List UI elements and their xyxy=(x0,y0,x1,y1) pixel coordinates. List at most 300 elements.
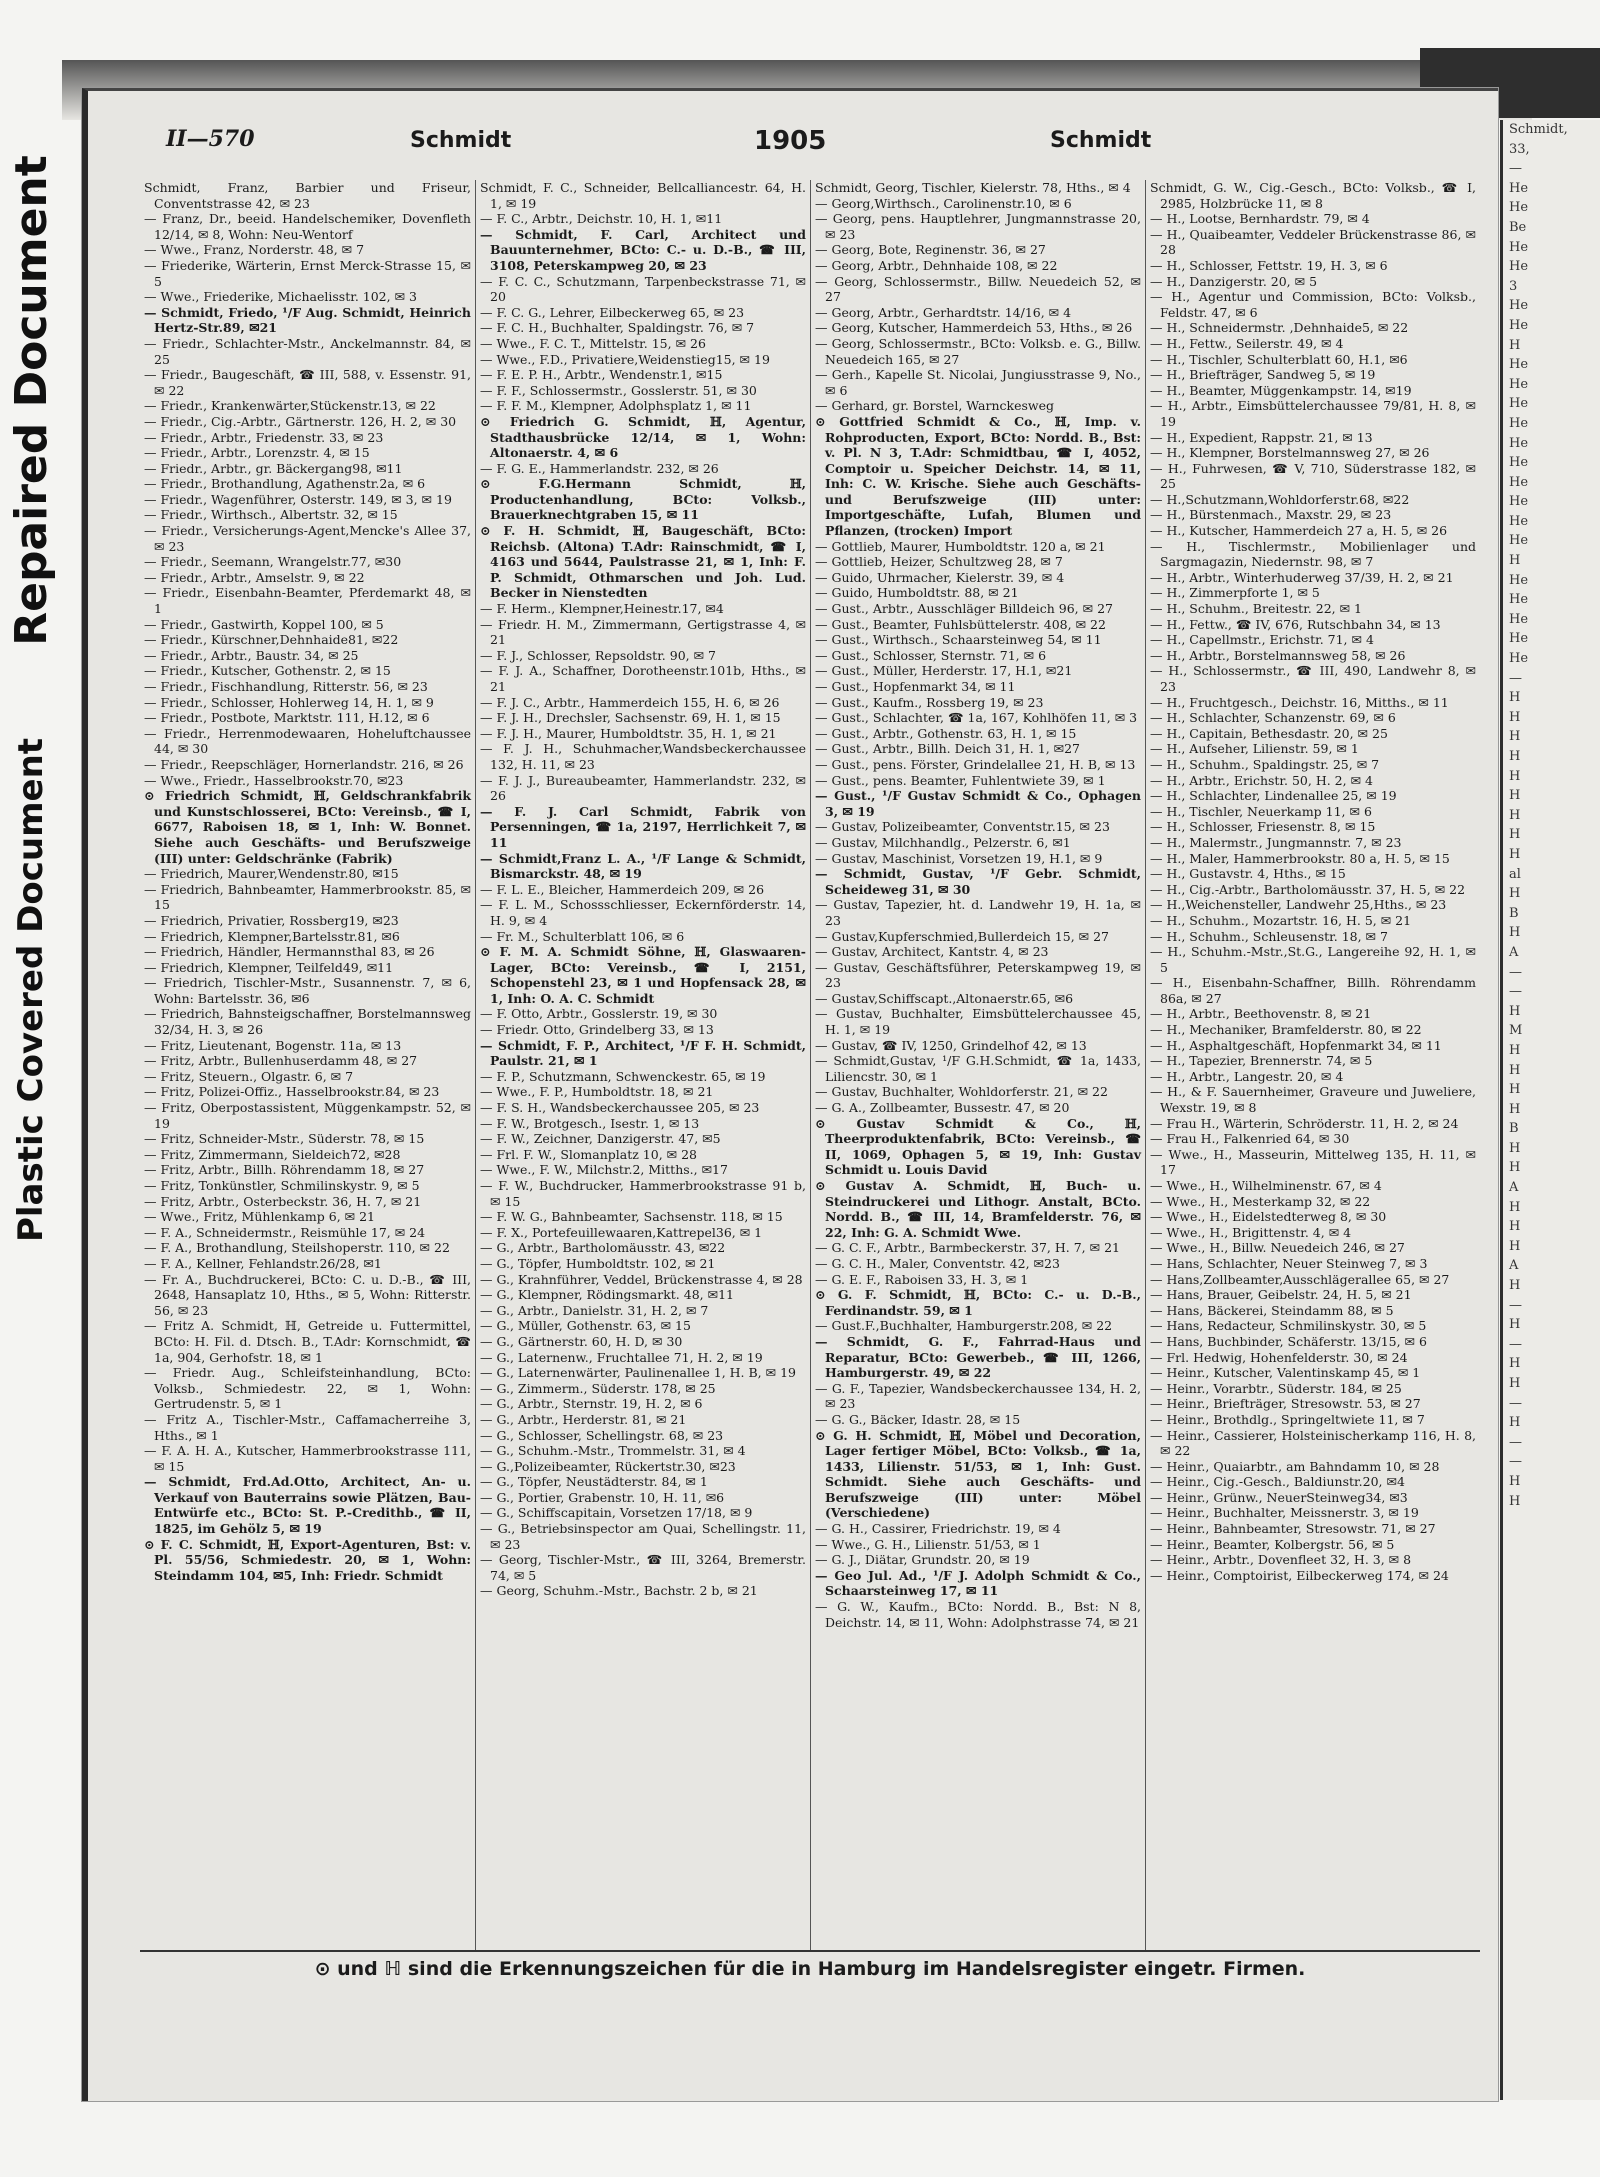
directory-entry: — G. A., Zollbeamter, Bussestr. 47, ✉ 20 xyxy=(815,1100,1070,1116)
directory-entry: Schmidt, G. W., Cig.-Gesch., BCto: Volksb., ☎ I, 2985, Holzbrücke 11, ✉ 8 xyxy=(1150,180,1476,211)
directory-entry: — Heinr., Briefträger, Stresowstr. 53, ✉ 27 xyxy=(1150,1396,1421,1412)
directory-entry: — H., Gustavstr. 4, Hths., ✉ 15 xyxy=(1150,866,1346,882)
directory-entry: — Friedr., Schlachter-Mstr., Anckelmannstr. 84, ✉ 25 xyxy=(144,335,471,367)
directory-entry: — H., Klempner, Borstelmannsweg 27, ✉ 26 xyxy=(1150,445,1430,461)
directory-entry: — H., Schlosser, Friesenstr. 8, ✉ 15 xyxy=(1150,819,1376,835)
header-year: 1905 xyxy=(754,126,827,156)
directory-entry: — Fritz A. Schmidt, ℍ, Getreide u. Futtermittel, BCto: H. Fil. d. Dtsch. B., T.Adr: Kornschmidt, ☎ 1a, 904, Gerhofstr. 18, ✉ 1 xyxy=(144,1318,471,1365)
directory-entry: — Friedr. Aug., Schleifsteinhandlung, BCto: Volksb., Schmiedestr. 22, ✉ 1, Wohn: Gertrudenstr. 5, ✉ 1 xyxy=(144,1365,471,1412)
directory-entry: — F. L. M., Schossschliesser, Eckernförderstr. 14, H. 9, ✉ 4 xyxy=(480,897,806,928)
directory-entry: — H., Schuhm., Schleusenstr. 18, ✉ 7 xyxy=(1150,928,1388,944)
directory-entry: — Gust.F.,Buchhalter, Hamburgerstr.208, ✉ 22 xyxy=(815,1318,1113,1334)
directory-entry: — Friedr., Fischhandlung, Ritterstr. 56, ✉ 23 xyxy=(144,679,428,694)
directory-entry: ⊙ F. M. A. Schmidt Söhne, ℍ, Glaswaaren-Lager, BCto: Vereinsb., ☎ I, 2151, Schopenstehl 23, ✉ 1 und Hopfensack 28, ✉ 1, Inh: O. A. C. Schmidt xyxy=(480,944,806,1006)
adjacent-page-fragment: — xyxy=(1509,984,1522,1000)
directory-entry: — G., Krahnführer, Veddel, Brückenstrasse 4, ✉ 28 xyxy=(480,1271,803,1287)
directory-entry: — Wwe., H., Billw. Neuedeich 246, ✉ 27 xyxy=(1150,1240,1405,1256)
directory-entry: — H., Capitain, Bethesdastr. 20, ✉ 25 xyxy=(1150,725,1388,741)
adjacent-page-fragment: H xyxy=(1509,1082,1521,1098)
directory-entry: — G., Laternenw., Fruchtallee 71, H. 2, ✉ 19 xyxy=(480,1349,763,1365)
directory-entry: — F. J. H., Schuhmacher,Wandsbeckerchaussee 132, H. 11, ✉ 23 xyxy=(480,741,806,772)
directory-entry: — Gust., Schlosser, Sternstr. 71, ✉ 6 xyxy=(815,647,1047,663)
directory-entry: — Hans, Buchbinder, Schäferstr. 13/15, ✉ 6 xyxy=(1150,1333,1427,1349)
adjacent-page-fragment: H xyxy=(1509,1003,1521,1019)
directory-entry: — F. Herm., Klempner,Heinestr.17, ✉4 xyxy=(480,601,724,617)
adjacent-page-fragment: H xyxy=(1509,827,1521,843)
adjacent-page-fragment: He xyxy=(1509,415,1529,431)
adjacent-page-fragment: He xyxy=(1509,651,1529,667)
directory-entry: — H., Arbtr., Erichstr. 50, H. 2, ✉ 4 xyxy=(1150,772,1373,788)
directory-entry: — F. J. J., Bureaubeamter, Hammerlandstr. 232, ✉ 26 xyxy=(480,772,806,804)
directory-entry: — H., Eisenbahn-Schaffner, Billh. Röhrendamm 86a, ✉ 27 xyxy=(1150,975,1476,1006)
adjacent-page-fragment: He xyxy=(1509,317,1529,333)
directory-entry: — F. F. M., Klempner, Adolphsplatz 1, ✉ 11 xyxy=(480,398,752,414)
directory-entry: — H., Arbtr., Langestr. 20, ✉ 4 xyxy=(1150,1068,1344,1084)
adjacent-page-fragment: H xyxy=(1509,1101,1521,1117)
adjacent-page-fragment: He xyxy=(1509,631,1529,647)
directory-entry: — Frau H., Wärterin, Schröderstr. 11, H. 2, ✉ 24 xyxy=(1150,1115,1459,1131)
directory-entry: — Gustav, Buchhalter, Eimsbüttelerchaussee 45, H. 1, ✉ 19 xyxy=(815,1006,1141,1038)
directory-entry: — Fritz, Schneider-Mstr., Süderstr. 78, ✉ 15 xyxy=(144,1131,425,1147)
directory-entry: — Hans, Brauer, Geibelstr. 24, H. 5, ✉ 21 xyxy=(1150,1287,1412,1303)
directory-entry: — Georg, Arbtr., Gerhardtstr. 14/16, ✉ 4 xyxy=(815,304,1072,320)
directory-entry: — Georg,Wirthsch., Carolinenstr.10, ✉ 6 xyxy=(815,195,1072,211)
adjacent-page-fragment: B xyxy=(1509,905,1519,921)
directory-entry: — F. W., Zeichner, Danzigerstr. 47, ✉5 xyxy=(480,1131,721,1147)
directory-entry: — G., Schiffscapitain, Vorsetzen 17/18, ✉ 9 xyxy=(480,1505,753,1521)
directory-entry: — F. E. P. H., Arbtr., Wendenstr.1, ✉15 xyxy=(480,367,723,383)
directory-entry: — Schmidt, Gustav, ¹/F Gebr. Schmidt, Scheideweg 31, ✉ 30 xyxy=(815,866,1141,897)
directory-entry: — G. C. F., Arbtr., Barmbeckerstr. 37, H. 7, ✉ 21 xyxy=(815,1240,1120,1256)
adjacent-page-fragment: He xyxy=(1509,200,1529,216)
adjacent-page-fragment: H xyxy=(1509,1062,1521,1078)
directory-entry: — H., Quaibeamter, Veddeler Brückenstrasse 86, ✉ 28 xyxy=(1150,226,1476,258)
directory-entry: — Fr. A., Buchdruckerei, BCto: C. u. D.-B., ☎ III, 2648, Hansaplatz 10, Hths., ✉ 5, Wohn: Ritterstr. 56, ✉ 23 xyxy=(144,1271,471,1318)
directory-entry: — H., Arbtr., Eimsbüttelerchaussee 79/81, H. 8, ✉ 19 xyxy=(1150,398,1476,429)
directory-entry: — Fritz, Arbtr., Osterbeckstr. 36, H. 7, ✉ 21 xyxy=(144,1193,422,1209)
directory-entry: — Friedr. Otto, Grindelberg 33, ✉ 13 xyxy=(480,1022,714,1038)
adjacent-page-fragment: H xyxy=(1509,1160,1521,1176)
directory-entry: — Wwe., H., Masseurin, Mittelweg 135, H. 11, ✉ 17 xyxy=(1150,1146,1476,1178)
directory-entry: — Friedr., Seemann, Wrangelstr.77, ✉30 xyxy=(144,554,402,570)
adjacent-page-fragment: H xyxy=(1509,709,1521,725)
directory-entry: — Friedrich, Maurer,Wendenstr.80, ✉15 xyxy=(144,866,399,882)
directory-entry: — Hans, Redacteur, Schmilinskystr. 30, ✉ 5 xyxy=(1150,1318,1427,1334)
directory-entry: — H., Arbtr., Beethovenstr. 8, ✉ 21 xyxy=(1150,1006,1372,1022)
adjacent-page-fragment: H xyxy=(1509,807,1521,823)
directory-entry: — Friedr., Kürschner,Dehnhaide81, ✉22 xyxy=(144,632,399,648)
directory-entry: — Schmidt, Friedo, ¹/F Aug. Schmidt, Heinrich Hertz-Str.89, ✉21 xyxy=(144,304,471,336)
adjacent-page-fragment: He xyxy=(1509,572,1529,588)
directory-entry: — F. A. H. A., Kutscher, Hammerbrookstrasse 111, ✉ 15 xyxy=(144,1443,471,1474)
directory-entry: — H., Schneidermstr. ,Dehnhaide5, ✉ 22 xyxy=(1150,320,1409,336)
column-2 xyxy=(475,180,810,1950)
directory-entry: — Geo Jul. Ad., ¹/F J. Adolph Schmidt & Co., Schaarsteinweg 17, ✉ 11 xyxy=(815,1567,1141,1599)
directory-entry: — Heinr., Brothdlg., Springeltwiete 11, ✉ 7 xyxy=(1150,1411,1425,1427)
directory-entry: — Gerhard, gr. Borstel, Warnckesweg xyxy=(815,398,1055,414)
directory-entry: — Fritz A., Tischler-Mstr., Caffamacherreihe 3, Hths., ✉ 1 xyxy=(144,1411,471,1443)
column-3 xyxy=(810,180,1145,1950)
directory-entry: — Frau H., Falkenried 64, ✉ 30 xyxy=(1150,1131,1350,1147)
directory-entry: — Gust., Beamter, Fuhlsbüttelerstr. 408, ✉ 22 xyxy=(815,616,1106,632)
directory-entry: — Friedr., Herrenmodewaaren, Hoheluftchaussee 44, ✉ 30 xyxy=(144,725,471,757)
directory-entry: — Gust., Müller, Herderstr. 17, H.1, ✉21 xyxy=(815,663,1073,679)
adjacent-page-fragment: — xyxy=(1509,1336,1522,1352)
directory-entry: — H., Fettw., ☎ IV, 676, Rutschbahn 34, ✉ 13 xyxy=(1150,616,1441,632)
directory-entry: — Georg, Kutscher, Hammerdeich 53, Hths., ✉ 26 xyxy=(815,320,1133,336)
directory-entry: — G., Portier, Grabenstr. 10, H. 11, ✉6 xyxy=(480,1489,725,1505)
directory-entry: — Gustav,Kupferschmied,Bullerdeich 15, ✉ 27 xyxy=(815,928,1109,944)
repaired-document-label xyxy=(0,120,62,680)
adjacent-page-fragment: H xyxy=(1509,749,1521,764)
directory-entry: — Gust., Arbtr., Ausschläger Billdeich 96, ✉ 27 xyxy=(815,601,1113,617)
adjacent-page-fragment: H xyxy=(1509,886,1521,902)
adjacent-page-fragment: H xyxy=(1509,729,1521,745)
directory-entry: — F. W., Buchdrucker, Hammerbrookstrasse 91 b, ✉ 15 xyxy=(480,1178,806,1209)
directory-entry: — Heinr., Grünw., NeuerSteinweg34, ✉3 xyxy=(1150,1489,1408,1505)
directory-entry: — Hans,Zollbeamter,Ausschlägerallee 65, ✉ 27 xyxy=(1150,1271,1450,1287)
directory-entry: — H., Arbtr., Winterhuderweg 37/39, H. 2, ✉ 21 xyxy=(1150,569,1454,585)
directory-entry: — Friedr., Krankenwärter,Stückenstr.13, ✉ 22 xyxy=(144,398,436,414)
directory-entry: — H., Tapezier, Brennerstr. 74, ✉ 5 xyxy=(1150,1053,1373,1069)
adjacent-page-fragment: H xyxy=(1509,553,1521,569)
directory-entry: — H., Schuhm., Breitestr. 22, ✉ 1 xyxy=(1150,601,1362,617)
directory-entry: — F. J. C., Arbtr., Hammerdeich 155, H. 6, ✉ 26 xyxy=(480,694,780,710)
directory-entry: — H., Lootse, Bernhardstr. 79, ✉ 4 xyxy=(1150,211,1370,227)
adjacent-page-fragment: H xyxy=(1509,1140,1521,1156)
directory-columns xyxy=(140,180,1480,1950)
directory-entry: — Friedrich, Händler, Hermannsthal 83, ✉ 26 xyxy=(144,944,435,960)
directory-entry: ⊙ Friedrich Schmidt, ℍ, Geldschrankfabrik und Kunstschlosserei, BCto: Vereinsb., ☎ I, 6677, Raboisen 18, ✉ 1, Inh: W. Bonnet. Siehe auch Geschäfts- und Berufszweige (III) unter: Geldschränke (Fabrik) xyxy=(144,788,471,866)
directory-entry: — F. W. G., Bahnbeamter, Sachsenstr. 118, ✉ 15 xyxy=(480,1209,783,1225)
adjacent-page-fragment: H xyxy=(1509,337,1521,353)
directory-entry: — G. W., Kaufm., BCto: Nordd. B., Bst: N 8, Deichstr. 14, ✉ 11, Wohn: Adolphstrasse 74, ✉ 21 xyxy=(815,1599,1141,1630)
directory-entry: — G. G., Bäcker, Idastr. 28, ✉ 15 xyxy=(815,1411,1021,1427)
directory-entry: — F. A., Schneidermstr., Reismühle 17, ✉ 24 xyxy=(144,1224,426,1240)
directory-entry: — G., Schlosser, Schellingstr. 68, ✉ 23 xyxy=(480,1427,724,1443)
header-left-name: Schmidt xyxy=(410,128,512,153)
adjacent-page-fragment: — xyxy=(1509,1297,1522,1313)
directory-entry: — G., Betriebsinspector am Quai, Schellingstr. 11, ✉ 23 xyxy=(480,1521,806,1552)
directory-entry: — G., Gärtnerstr. 60, H. D, ✉ 30 xyxy=(480,1333,683,1349)
directory-entry: Schmidt, Franz, Barbier und Friseur, Conventstrasse 42, ✉ 23 xyxy=(144,180,471,211)
directory-entry: — Gustav, Geschäftsführer, Peterskampweg 19, ✉ 23 xyxy=(815,959,1141,991)
directory-entry: — Heinr., Bahnbeamter, Stresowstr. 71, ✉ 27 xyxy=(1150,1521,1436,1537)
directory-entry: — H., Beamter, Müggenkampstr. 14, ✉19 xyxy=(1150,382,1412,398)
directory-entry: — Friedr., Cig.-Arbtr., Gärtnerstr. 126, H. 2, ✉ 30 xyxy=(144,413,457,429)
footer-divider xyxy=(140,1950,1480,1952)
directory-entry: — F. Otto, Arbtr., Gosslerstr. 19, ✉ 30 xyxy=(480,1006,718,1022)
adjacent-page-fragment: H xyxy=(1509,1278,1521,1294)
directory-entry: — G., Arbtr., Bartholomäusstr. 43, ✉22 xyxy=(480,1240,726,1256)
directory-entry: ⊙ F. C. Schmidt, ℍ, Export-Agenturen, Bst: v. Pl. 55/56, Schmiedestr. 20, ✉ 1, Wohn: Steindamm 104, ✉5, Inh: Friedr. Schmidt xyxy=(144,1536,471,1583)
directory-entry: — Georg, Bote, Reginenstr. 36, ✉ 27 xyxy=(815,242,1046,258)
directory-entry: — Schmidt, F. P., Architect, ¹/F F. H. Schmidt, Paulstr. 21, ✉ 1 xyxy=(480,1037,806,1069)
directory-entry: — G. E. F., Raboisen 33, H. 3, ✉ 1 xyxy=(815,1271,1029,1287)
directory-entry: — Friedrich, Bahnsteigschaffner, Borstelmannsweg 32/34, H. 3, ✉ 26 xyxy=(144,1006,471,1038)
directory-entry: — Heinr., Comptoirist, Eilbeckerweg 174, ✉ 24 xyxy=(1150,1567,1449,1583)
directory-entry: — H., Tischler, Schulterblatt 60, H.1, ✉6 xyxy=(1150,351,1408,367)
directory-entry: — Heinr., Beamter, Kolbergstr. 56, ✉ 5 xyxy=(1150,1536,1395,1552)
directory-entry: — F. C. C., Schutzmann, Tarpenbeckstrasse 71, ✉ 20 xyxy=(480,273,806,305)
directory-entry: — H., Fruchtgesch., Deichstr. 16, Mitths., ✉ 11 xyxy=(1150,694,1449,710)
directory-entry: — Wwe., G. H., Lilienstr. 51/53, ✉ 1 xyxy=(815,1536,1041,1552)
directory-entry: — H., Arbtr., Borstelmannsweg 58, ✉ 26 xyxy=(1150,647,1406,663)
repaired-document-text: Repaired Document xyxy=(5,154,57,646)
directory-entry: — F. A., Kellner, Fehlandstr.26/28, ✉1 xyxy=(144,1255,382,1271)
directory-entry: — F. J. H., Drechsler, Sachsenstr. 69, H. 1, ✉ 15 xyxy=(480,710,781,726)
directory-entry: — H., Tischler, Neuerkamp 11, ✉ 6 xyxy=(1150,803,1372,819)
directory-entry: — Frl. Hedwig, Hohenfelderstr. 30, ✉ 24 xyxy=(1150,1349,1408,1365)
adjacent-page-fragment: A xyxy=(1509,1180,1519,1196)
directory-entry: — H., Malermstr., Jungmannstr. 7, ✉ 23 xyxy=(1150,834,1402,850)
directory-entry: — Fritz, Lieutenant, Bogenstr. 11a, ✉ 13 xyxy=(144,1037,402,1053)
directory-entry: — Fritz, Tonkünstler, Schmilinskystr. 9, ✉ 5 xyxy=(144,1178,420,1193)
directory-entry: — Heinr., Cig.-Gesch., Baldiunstr.20, ✉4 xyxy=(1150,1474,1405,1490)
directory-entry: — G., Töpfer, Humboldtstr. 102, ✉ 21 xyxy=(480,1255,716,1271)
adjacent-page-fragment: H xyxy=(1509,1042,1521,1058)
directory-entry: — G. J., Diätar, Grundstr. 20, ✉ 19 xyxy=(815,1552,1030,1568)
directory-entry: — F. S. H., Wandsbeckerchaussee 205, ✉ 23 xyxy=(480,1100,760,1116)
adjacent-page-fragment: 3 xyxy=(1509,278,1518,294)
directory-entry: — Friedr. H. M., Zimmermann, Gertigstrasse 4, ✉ 21 xyxy=(480,616,806,648)
directory-entry: — Friedrich, Privatier, Rossberg19, ✉23 xyxy=(144,912,399,928)
directory-entry: — H., Schuhm., Mozartstr. 16, H. 5, ✉ 21 xyxy=(1150,912,1412,928)
directory-entry: — Fritz, Steuern., Olgastr. 6, ✉ 7 xyxy=(144,1068,354,1084)
directory-entry: — Heinr., Buchhalter, Meissnerstr. 3, ✉ 19 xyxy=(1150,1505,1419,1521)
adjacent-page-fragment: He xyxy=(1509,396,1529,412)
directory-entry: — H., Expedient, Rappstr. 21, ✉ 13 xyxy=(1150,429,1373,445)
adjacent-page-fragment: M xyxy=(1509,1023,1523,1039)
directory-entry: — Friedr., Wirthsch., Albertstr. 32, ✉ 15 xyxy=(144,507,398,523)
directory-entry: — Wwe., F. W., Milchstr.2, Mitths., ✉17 xyxy=(480,1162,728,1178)
directory-entry: — F. A., Brothandlung, Steilshoperstr. 110, ✉ 22 xyxy=(144,1240,450,1256)
directory-entry: — Gustav, Polizeibeamter, Conventstr.15, ✉ 23 xyxy=(815,819,1110,835)
directory-entry: — Hans, Schlachter, Neuer Steinweg 7, ✉ 3 xyxy=(1150,1255,1428,1271)
adjacent-page-fragment: H xyxy=(1509,846,1521,862)
directory-entry: — Friedr., Arbtr., gr. Bäckergang98, ✉11 xyxy=(144,460,403,476)
directory-entry: — Georg, Schlossermstr., BCto: Volksb. e. G., Billw. Neuedeich 165, ✉ 27 xyxy=(815,335,1141,367)
adjacent-page-fragment: He xyxy=(1509,455,1529,471)
adjacent-page-fragment: 33, xyxy=(1509,141,1530,157)
adjacent-page-fragment: — xyxy=(1509,964,1522,980)
plastic-covered-text: Plastic Covered Document xyxy=(11,737,52,1243)
adjacent-page-fragment: He xyxy=(1509,376,1529,392)
page-number: II—570 xyxy=(166,126,255,152)
directory-entry: — Wwe., H., Wilhelminenstr. 67, ✉ 4 xyxy=(1150,1178,1382,1193)
directory-entry: — Wwe., Friederike, Michaelisstr. 102, ✉ 3 xyxy=(144,289,417,305)
directory-entry: Schmidt, Georg, Tischler, Kielerstr. 78, Hths., ✉ 4 xyxy=(815,180,1131,195)
directory-entry: — Gust., pens. Beamter, Fuhlentwiete 39, ✉ 1 xyxy=(815,772,1106,788)
directory-entry: — Georg, Arbtr., Dehnhaide 108, ✉ 22 xyxy=(815,257,1058,273)
directory-entry: — H., Schlosser, Fettstr. 19, H. 3, ✉ 6 xyxy=(1150,257,1388,273)
directory-entry: — Friedr., Arbtr., Friedenstr. 33, ✉ 23 xyxy=(144,429,384,445)
directory-entry: — Schmidt, G. F., Fahrrad-Haus und Reparatur, BCto: Gewerbeb., ☎ III, 1266, Hamburgerstr. 49, ✉ 22 xyxy=(815,1333,1141,1381)
directory-entry: — H., Schuhm.-Mstr.,St.G., Langereihe 92, H. 1, ✉ 5 xyxy=(1150,944,1476,975)
directory-entry: — Friedr., Gastwirth, Koppel 100, ✉ 5 xyxy=(144,616,384,632)
directory-entry: — H., Schlossermstr., ☎ III, 490, Landwehr 8, ✉ 23 xyxy=(1150,663,1476,694)
adjacent-page-fragment: Be xyxy=(1509,219,1527,235)
directory-entry: — F. P., Schutzmann, Schwenckestr. 65, ✉ 19 xyxy=(480,1068,766,1084)
directory-entry: Schmidt, F. C., Schneider, Bellcalliancestr. 64, H. 1, ✉ 19 xyxy=(480,180,806,211)
adjacent-page-fragment: He xyxy=(1509,435,1529,451)
directory-entry: — Gottlieb, Maurer, Humboldtstr. 120 a, ✉ 21 xyxy=(815,538,1106,554)
directory-entry: — Friedr., Arbtr., Amselstr. 9, ✉ 22 xyxy=(144,569,365,585)
directory-entry: — Fr. M., Schulterblatt 106, ✉ 6 xyxy=(480,928,685,944)
directory-entry: — Gust., Hopfenmarkt 34, ✉ 11 xyxy=(815,679,1016,694)
adjacent-page-edge xyxy=(1500,120,1600,2100)
directory-entry: — F. J. H., Maurer, Humboldtstr. 35, H. 1, ✉ 21 xyxy=(480,725,777,741)
directory-entry: — H.,Schutzmann,Wohldorferstr.68, ✉22 xyxy=(1150,491,1410,507)
adjacent-page-fragment: H xyxy=(1509,1473,1521,1489)
directory-entry: — Gustav, Architect, Kantstr. 4, ✉ 23 xyxy=(815,944,1049,960)
directory-entry: — G., Schuhm.-Mstr., Trommelstr. 31, ✉ 4 xyxy=(480,1443,746,1459)
adjacent-page-fragment: He xyxy=(1509,494,1529,510)
directory-entry: — Friedrich, Tischler-Mstr., Susannenstr. 7, ✉ 6, Wohn: Bartelsstr. 36, ✉6 xyxy=(144,975,471,1006)
adjacent-page-fragment: — xyxy=(1509,1395,1522,1411)
directory-entry: ⊙ G. H. Schmidt, ℍ, Möbel und Decoration, Lager fertiger Möbel, BCto: Volksb., ☎ 1a, 1433, Lilienstr. 51/53, ✉ 1, Inh: Gust. Schmidt. Siehe auch Geschäfts- und Berufszweige (III) unter: Möbel (Verschiedene) xyxy=(815,1427,1141,1521)
directory-entry: — Gust., Arbtr., Gothenstr. 63, H. 1, ✉ 15 xyxy=(815,725,1077,741)
directory-entry: ⊙ Gustav A. Schmidt, ℍ, Buch- u. Steindruckerei und Lithogr. Anstalt, BCto. Nordd. B., ☎ III, 14, Bramfelderstr. 76, ✉ 22, Inh: G. A. Schmidt Wwe. xyxy=(815,1178,1141,1240)
adjacent-page-fragment: H xyxy=(1509,788,1521,804)
directory-entry: — Wwe., H., Brigittenstr. 4, ✉ 4 xyxy=(1150,1224,1352,1240)
directory-entry: — Gust., Wirthsch., Schaarsteinweg 54, ✉ 11 xyxy=(815,632,1102,648)
directory-entry: — Georg, Schuhm.-Mstr., Bachstr. 2 b, ✉ 21 xyxy=(480,1583,758,1599)
directory-entry: — F. C. G., Lehrer, Eilbeckerweg 65, ✉ 23 xyxy=(480,304,745,320)
adjacent-page-fragment: H xyxy=(1509,1199,1521,1215)
directory-entry: — Wwe., F.D., Privatiere,Weidenstieg15, ✉ 19 xyxy=(480,351,770,367)
directory-entry: — Gust., pens. Förster, Grindelallee 21, H. B, ✉ 13 xyxy=(815,756,1136,772)
directory-entry: — Friedr., Arbtr., Baustr. 34, ✉ 25 xyxy=(144,647,359,663)
directory-entry: — Friedr., Versicherungs-Agent,Mencke's Allee 37, ✉ 23 xyxy=(144,523,471,554)
directory-entry: — Gustav, Milchhandlg., Pelzerstr. 6, ✉1 xyxy=(815,834,1071,850)
directory-entry: ⊙ G. F. Schmidt, ℍ, BCto: C.- u. D.-B., Ferdinandstr. 59, ✉ 1 xyxy=(815,1287,1141,1318)
adjacent-page-fragment: He xyxy=(1509,180,1529,196)
adjacent-page-fragment: A xyxy=(1509,1258,1519,1274)
directory-entry: — H., Cig.-Arbtr., Bartholomäusstr. 37, H. 5, ✉ 22 xyxy=(1150,881,1466,897)
adjacent-page-fragment: — xyxy=(1509,1434,1522,1450)
adjacent-page-fragment: A xyxy=(1509,944,1519,960)
directory-entry: — Gust., Kaufm., Rossberg 19, ✉ 23 xyxy=(815,694,1044,710)
directory-entry: — F. J. A., Schaffner, Dorotheenstr.101b, Hths., ✉ 21 xyxy=(480,663,806,694)
directory-entry: — H., Zimmerpforte 1, ✉ 5 xyxy=(1150,585,1320,601)
directory-entry: — Fritz, Polizei-Offiz., Hasselbrookstr.84, ✉ 23 xyxy=(144,1084,440,1100)
adjacent-page-fragment: al xyxy=(1509,866,1521,882)
directory-entry: — F. X., Portefeuillewaaren,Kattrepel36, ✉ 1 xyxy=(480,1224,763,1240)
directory-entry: — H., Fuhrwesen, ☎ V, 710, Süderstrasse 182, ✉ 25 xyxy=(1150,460,1476,492)
page-header xyxy=(100,126,1480,166)
directory-entry: — Friedr., Brothandlung, Agathenstr.2a, ✉ 6 xyxy=(144,476,426,492)
directory-entry: ⊙ Gustav Schmidt & Co., ℍ, Theerproduktenfabrik, BCto: Vereinsb., ☎ II, 1069, Ophagen 5, ✉ 19, Inh: Gustav Schmidt u. Louis David xyxy=(815,1115,1141,1178)
directory-entry: — Friedr., Eisenbahn-Beamter, Pferdemarkt 48, ✉ 1 xyxy=(144,585,471,617)
directory-entry: — Wwe., F. P., Humboldtstr. 18, ✉ 21 xyxy=(480,1084,714,1100)
directory-entry: — H., Mechaniker, Bramfelderstr. 80, ✉ 22 xyxy=(1150,1022,1422,1038)
directory-entry: — Fritz, Zimmermann, Sieldeich72, ✉28 xyxy=(144,1146,401,1162)
directory-entry: — F. C. H., Buchhalter, Spaldingstr. 76, ✉ 7 xyxy=(480,320,755,336)
directory-entry: — Georg, Schlossermstr., Billw. Neuedeich 52, ✉ 27 xyxy=(815,273,1141,305)
directory-entry: — G., Klempner, Rödingsmarkt. 48, ✉11 xyxy=(480,1287,734,1303)
directory-entry: — Frl. F. W., Slomanplatz 10, ✉ 28 xyxy=(480,1146,698,1162)
adjacent-page-fragment: He xyxy=(1509,298,1529,314)
adjacent-page-fragment: He xyxy=(1509,474,1529,490)
directory-entry: — Heinr., Arbtr., Dovenfleet 32, H. 3, ✉ 8 xyxy=(1150,1552,1412,1568)
directory-entry: ⊙ Gottfried Schmidt & Co., ℍ, Imp. v. Rohproducten, Export, BCto: Nordd. B., Bst: v. Pl. N 3, T.Adr: Schmidtbau, ☎ I, 4052, Comptoir u. Speicher Deichstr. 14, ✉ 11, Inh: C. W. Krische. Siehe auch Geschäfts- und Berufszweige (III) unter: Importgeschäfte, Lufah, Blumen und Pflanzen, (trocken) Import xyxy=(815,413,1141,539)
directory-entry: — Georg, pens. Hauptlehrer, Jungmannstrasse 20, ✉ 23 xyxy=(815,211,1141,242)
directory-entry: — H., Schlachter, Lindenallee 25, ✉ 19 xyxy=(1150,788,1397,804)
directory-entry: — Fritz, Oberpostassistent, Müggenkampstr. 52, ✉ 19 xyxy=(144,1100,471,1131)
directory-entry: — G., Zimmerm., Süderstr. 178, ✉ 25 xyxy=(480,1380,716,1396)
directory-entry: — Friedrich, Klempner, Teilfeld49, ✉11 xyxy=(144,959,394,975)
directory-entry: — F. L. E., Bleicher, Hammerdeich 209, ✉ 26 xyxy=(480,881,765,897)
directory-entry: — Heinr., Cassierer, Holsteinischerkamp 116, H. 8, ✉ 22 xyxy=(1150,1427,1476,1459)
directory-entry: — Gustav, Buchhalter, Wohldorferstr. 21, ✉ 22 xyxy=(815,1084,1108,1100)
directory-entry: — F. G. E., Hammerlandstr. 232, ✉ 26 xyxy=(480,460,719,476)
directory-entry: — Friedrich, Klempner,Bartelsstr.81, ✉6 xyxy=(144,928,400,944)
directory-entry: — Fritz, Arbtr., Billh. Röhrendamm 18, ✉ 27 xyxy=(144,1162,425,1178)
directory-entry: — Franz, Dr., beeid. Handelschemiker, Dovenfleth 12/14, ✉ 8, Wohn: Neu-Wentorf xyxy=(144,211,471,242)
directory-entry: — H., Bürstenmach., Maxstr. 29, ✉ 23 xyxy=(1150,507,1392,523)
adjacent-page-fragment: He xyxy=(1509,357,1529,373)
directory-entry: — F. J. Carl Schmidt, Fabrik von Persenningen, ☎ 1a, 2197, Herrlichkeit 7, ✉ 11 xyxy=(480,803,806,850)
adjacent-page-fragment: He xyxy=(1509,592,1529,608)
plastic-covered-label xyxy=(0,710,62,1270)
directory-entry: — G., Laternenwärter, Paulinenallee 1, H. B, ✉ 19 xyxy=(480,1365,796,1381)
directory-entry: — H., Kutscher, Hammerdeich 27 a, H. 5, ✉ 26 xyxy=(1150,523,1448,539)
directory-entry: — Gustav, Maschinist, Vorsetzen 19, H.1, ✉ 9 xyxy=(815,850,1103,866)
directory-entry: — H.,Weichensteller, Landwehr 25,Hths., ✉ 23 xyxy=(1150,897,1447,913)
adjacent-page-fragment: H xyxy=(1509,1238,1521,1254)
adjacent-page-fragment: — xyxy=(1509,161,1522,177)
directory-entry: ⊙ Friedrich G. Schmidt, ℍ, Agentur, Stadthausbrücke 12/14, ✉ 1, Wohn: Altonaerstr. 4, ✉ 6 xyxy=(480,413,806,461)
adjacent-page-fragment: H xyxy=(1509,1493,1521,1509)
directory-entry: — Heinr., Kutscher, Valentinskamp 45, ✉ 1 xyxy=(1150,1365,1421,1381)
adjacent-page-fragment: H xyxy=(1509,925,1521,941)
adjacent-page-fragment: — xyxy=(1509,1454,1522,1470)
directory-entry: — Gustav, Tapezier, ht. d. Landwehr 19, H. 1a, ✉ 23 xyxy=(815,897,1141,928)
directory-entry: — Schmidt, Frd.Ad.Otto, Architect, An- u. Verkauf von Bauterrains sowie Plätzen, Bau-Entwürfe etc., BCto: St. P.-Credithb., ☎ II, 1825, im Gehölz 5, ✉ 19 xyxy=(144,1474,471,1537)
adjacent-page-fragment: He xyxy=(1509,513,1529,529)
directory-entry: — H., Aufseher, Lilienstr. 59, ✉ 1 xyxy=(1150,741,1359,757)
adjacent-page-fragment: H xyxy=(1509,1415,1521,1431)
directory-entry: — H., Briefträger, Sandweg 5, ✉ 19 xyxy=(1150,367,1376,383)
directory-entry: ⊙ F. H. Schmidt, ℍ, Baugeschäft, BCto: Reichsb. (Altona) T.Adr: Rainschmidt, ☎ I, 4163 und 5644, Paulstrasse 21, ✉ 1, Inh: F. P. Schmidt, Othmarschen und Joh. Lud. Becker in Nienstedten xyxy=(480,523,806,601)
directory-entry: — Friedr., Postbote, Marktstr. 111, H.12, ✉ 6 xyxy=(144,710,430,726)
directory-entry: — F. W., Brotgesch., Isestr. 1, ✉ 13 xyxy=(480,1115,700,1131)
column-1 xyxy=(140,180,475,1950)
directory-entry: — Friedr., Reepschläger, Hornerlandstr. 216, ✉ 26 xyxy=(144,756,464,772)
directory-entry: — F. J., Schlosser, Repsoldstr. 90, ✉ 7 xyxy=(480,647,717,663)
directory-entry: — Gust., Arbtr., Billh. Deich 31, H. 1, ✉27 xyxy=(815,741,1081,757)
directory-entry: — F. C., Arbtr., Deichstr. 10, H. 1, ✉11 xyxy=(480,211,723,227)
directory-entry: — Georg, Tischler-Mstr., ☎ III, 3264, Bremerstr. 74, ✉ 5 xyxy=(480,1552,806,1583)
directory-entry: — Wwe., Fritz, Mühlenkamp 6, ✉ 21 xyxy=(144,1209,375,1225)
adjacent-page-fragment: He xyxy=(1509,239,1529,255)
directory-entry: — Guido, Humboldtstr. 88, ✉ 21 xyxy=(815,585,1019,601)
directory-entry: — Friedrich, Bahnbeamter, Hammerbrookstr. 85, ✉ 15 xyxy=(144,881,471,913)
directory-entry: — G., Töpfer, Neustädterstr. 84, ✉ 1 xyxy=(480,1474,708,1490)
directory-entry: — Gottlieb, Heizer, Schultzweg 28, ✉ 7 xyxy=(815,554,1063,570)
directory-entry: — F. F., Schlossermstr., Gosslerstr. 51, ✉ 30 xyxy=(480,382,757,398)
footer-note: ⊙ und ℍ sind die Erkennungszeichen für die in Hamburg im Handelsregister eingetr. Firmen. xyxy=(314,1958,1306,1980)
adjacent-page-fragment: B xyxy=(1509,1121,1519,1137)
adjacent-page-fragment: — xyxy=(1509,670,1522,686)
directory-entry: — G. H., Cassirer, Friedrichstr. 19, ✉ 4 xyxy=(815,1521,1061,1537)
directory-entry: — Schmidt,Gustav, ¹/F G.H.Schmidt, ☎ 1a, 1433, Liliencstr. 30, ✉ 1 xyxy=(815,1053,1141,1084)
adjacent-page-fragment: He xyxy=(1509,611,1529,627)
directory-entry: — H., & F. Sauernheimer, Graveure und Juweliere, Wexstr. 19, ✉ 8 xyxy=(1150,1084,1476,1116)
directory-entry: — Gust., Schlachter, ☎ 1a, 167, Kohlhöfen 11, ✉ 3 xyxy=(815,710,1138,726)
directory-entry: — G., Arbtr., Sternstr. 19, H. 2, ✉ 6 xyxy=(480,1396,703,1412)
